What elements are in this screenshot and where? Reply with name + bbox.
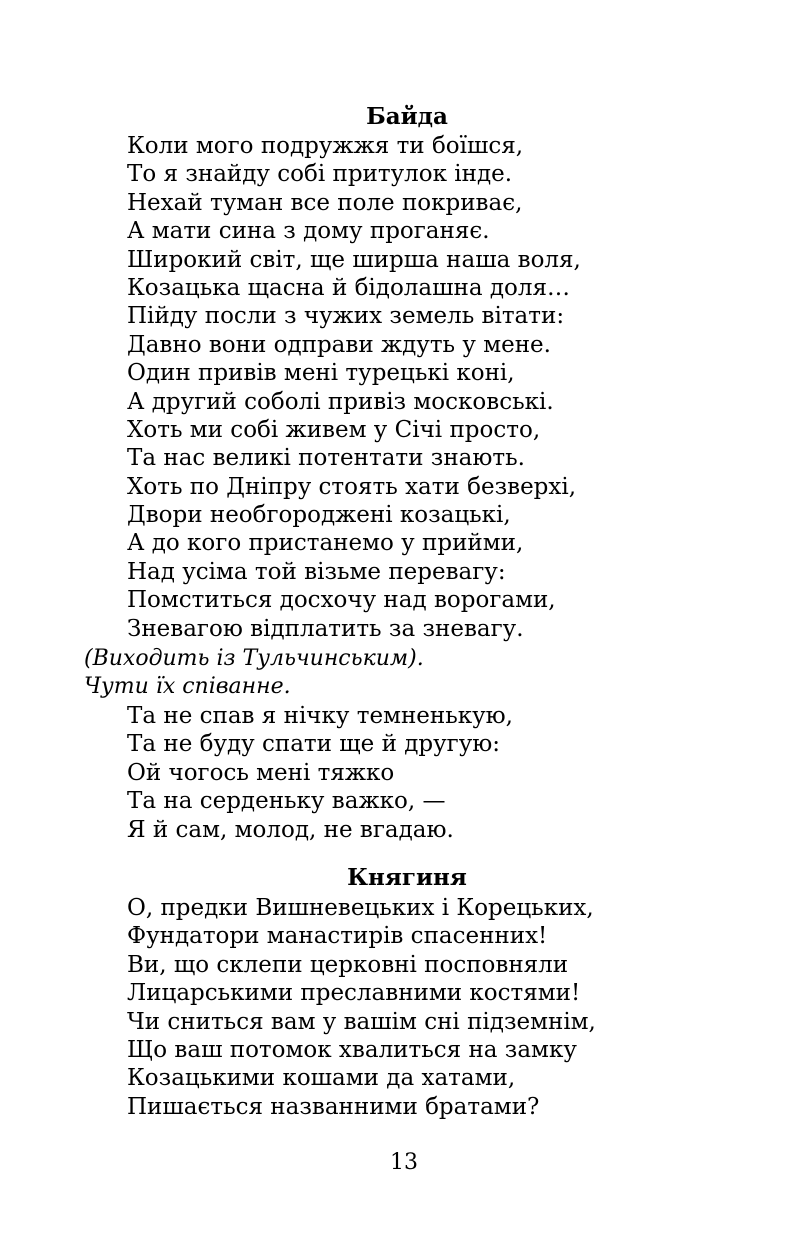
verse-line: Я й сам, молод, не вгадаю. xyxy=(127,816,454,843)
verse-line: Фундатори манастирів спасенних! xyxy=(127,923,548,950)
verse-line: Ви, що склепи церковні посповняли xyxy=(127,951,569,978)
song-verse-block xyxy=(0,702,798,844)
verse-line: Чи сниться вам у вашім сні підземнім, xyxy=(127,1008,596,1035)
verse-block-knyahynia xyxy=(0,894,798,1121)
verse-line: Коли мого подружжя ти боїшся, xyxy=(127,133,524,159)
verse-line: Нехай туман все поле покриває, xyxy=(127,189,523,216)
verse-line: Пишається названними братами? xyxy=(127,1093,540,1120)
verse-line: Хоть по Дніпру стоять хати безверхі, xyxy=(127,473,577,500)
verse-line: Двори необгороджені козацькі, xyxy=(127,502,511,529)
verse-line: Хоть ми собі живем у Січі просто, xyxy=(127,416,541,443)
speaker-name-knyahynia: Княгиня xyxy=(347,864,467,891)
verse-line: Широкий світ, ще ширша наша воля, xyxy=(127,246,581,273)
verse-line: Лицарськими преславними костями! xyxy=(127,980,581,1007)
verse-block-bayda xyxy=(0,132,798,643)
page-number: 13 xyxy=(390,1150,418,1175)
verse-line: Козацька щасна й бідолашна доля… xyxy=(127,274,570,301)
verse-line: Над усіма той візьме перевагу: xyxy=(127,558,506,585)
verse-line: Козацькими кошами да хатами, xyxy=(127,1065,516,1092)
verse-line: Помститься досхочу над ворогами, xyxy=(127,587,556,614)
speaker-name-bayda: Байда xyxy=(366,103,448,130)
stage-direction-block xyxy=(0,645,798,702)
verse-line: То я знайду собі притулок інде. xyxy=(127,161,513,188)
verse-line: Та не спав я нічку темненькую, xyxy=(127,703,513,729)
verse-line: А другий соболі привіз московські. xyxy=(127,388,554,415)
verse-line: Та на серденьку важко, — xyxy=(127,788,446,815)
verse-line: Ой чогось мені тяжко xyxy=(127,759,395,786)
verse-line: А мати сина з дому проганяє. xyxy=(127,218,490,245)
verse-line: Давно вони одправи ждуть у мене. xyxy=(127,331,551,358)
stage-direction: Чути їх співанне. xyxy=(84,674,291,700)
verse-line: Та не буду спати ще й другую: xyxy=(127,731,501,758)
verse-line: А до кого пристанемо у прийми, xyxy=(127,530,524,557)
verse-line: О, предки Вишневецьких і Корецьких, xyxy=(127,895,594,921)
verse-line: Один привів мені турецькі коні, xyxy=(127,360,515,387)
verse-line: Та нас великі потентати знають. xyxy=(127,445,525,472)
verse-line: Пійду посли з чужих земель вітати: xyxy=(127,303,565,330)
stage-direction: (Виходить із Тульчинським). xyxy=(84,646,424,671)
verse-line: Зневагою відплатить за зневагу. xyxy=(127,615,524,642)
verse-line: Що ваш потомок хвалиться на замку xyxy=(127,1036,577,1063)
